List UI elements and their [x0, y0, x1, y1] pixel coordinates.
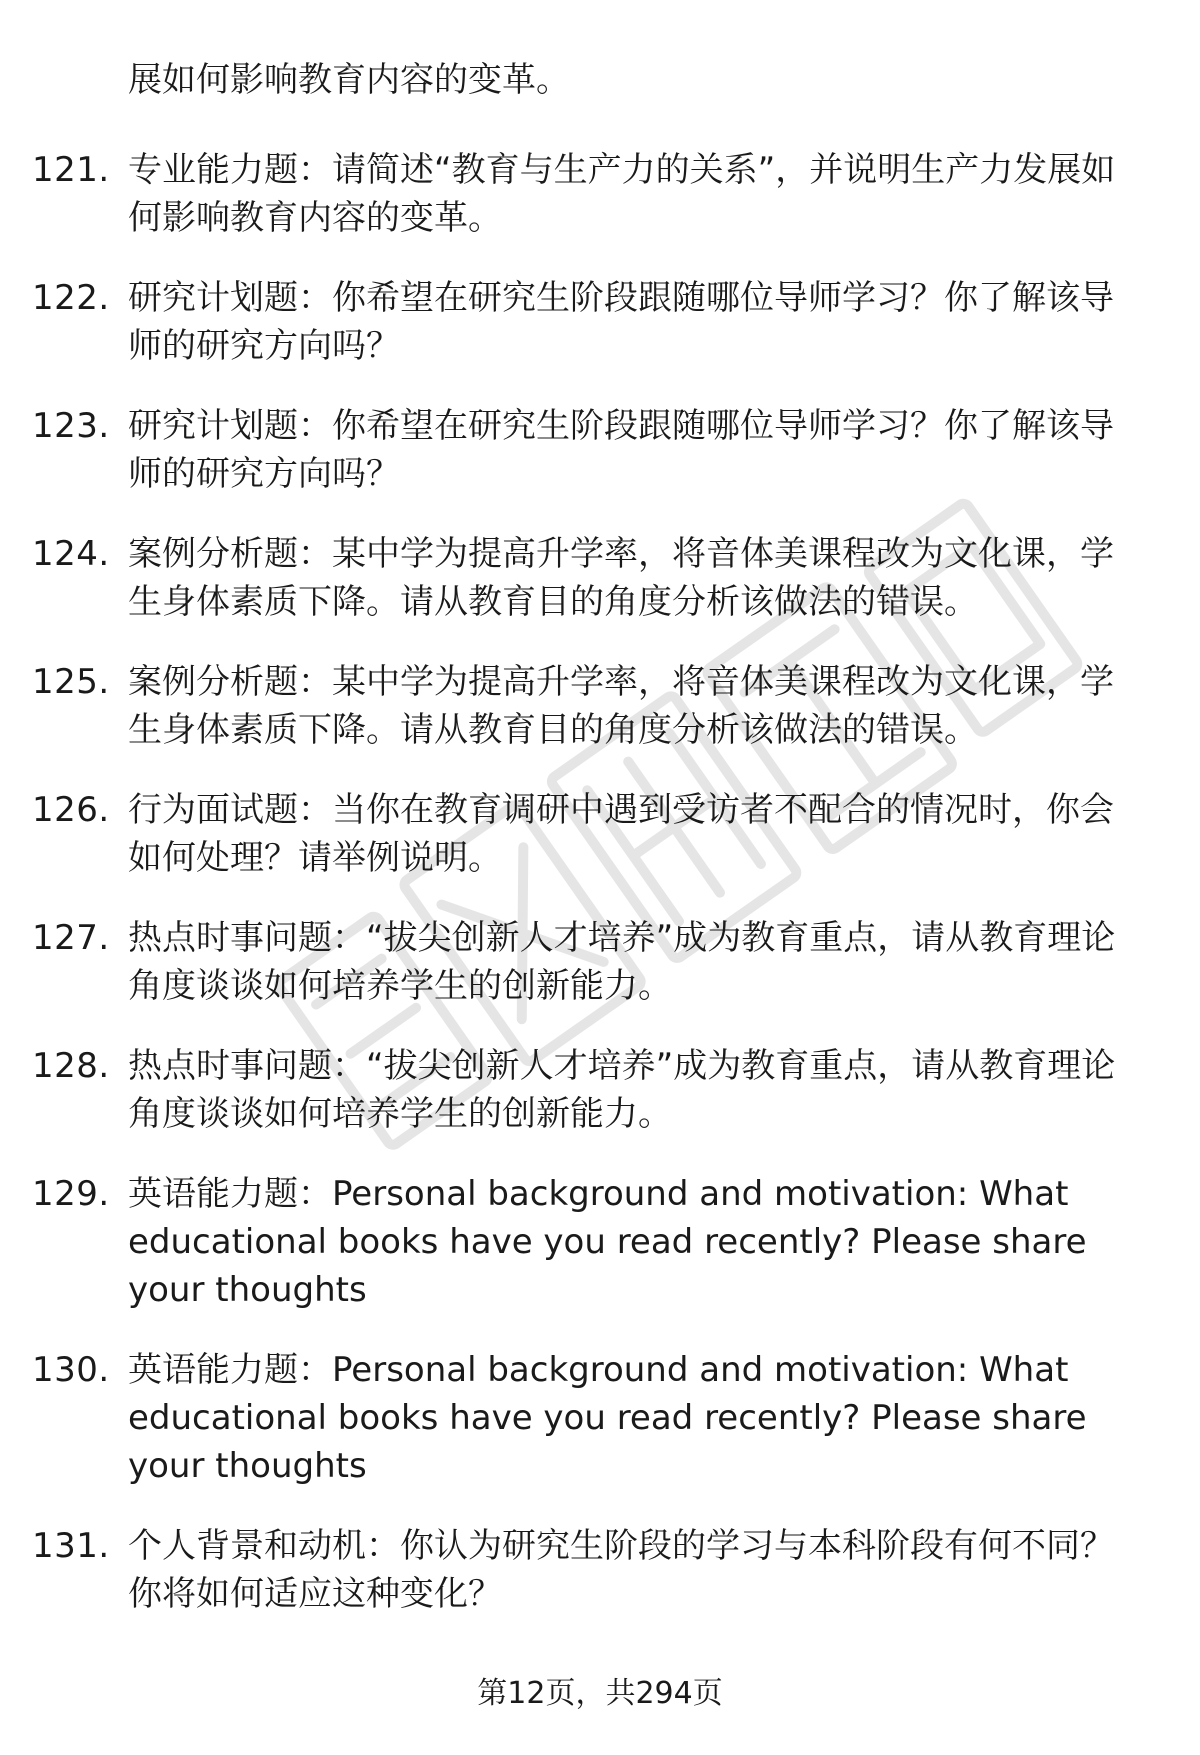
- question-category: 英语能力题: [128, 1174, 298, 1214]
- question-number: 128.: [32, 1046, 110, 1086]
- continuation-text: 展如何影响教育内容的变革。: [128, 60, 570, 100]
- question-body: 请简述“教育与生产力的关系”，并说明生产力发展如何影响教育内容的变革。: [128, 150, 1116, 238]
- question-category: 个人背景和动机: [128, 1526, 366, 1566]
- category-separator: ：: [298, 1174, 332, 1214]
- question-body: 你认为研究生阶段的学习与本科阶段有何不同？你将如何适应这种变化？: [128, 1526, 1114, 1614]
- question-body: Personal background and motivation: What educational books have you read recently? Please share your thoughts: [128, 1174, 1087, 1310]
- question-category: 英语能力题: [128, 1350, 298, 1390]
- question-text: [128, 658, 1138, 754]
- page-footer: 第12页，共294页: [477, 1676, 723, 1711]
- question-category: 研究计划题: [128, 278, 298, 318]
- question-number: 122.: [32, 278, 110, 318]
- question-category: 专业能力题: [128, 150, 298, 190]
- question-body: 你希望在研究生阶段跟随哪位导师学习？你了解该导师的研究方向吗？: [128, 406, 1114, 494]
- list-item: [0, 530, 1200, 626]
- category-separator: ：: [366, 1526, 400, 1566]
- question-body: 某中学为提高升学率，将音体美课程改为文化课，学生身体素质下降。请从教育目的角度分析该做法的错误。: [128, 534, 1114, 622]
- category-separator: ：: [298, 534, 332, 574]
- question-text: [128, 274, 1138, 370]
- question-number: 123.: [32, 406, 110, 446]
- category-separator: ：: [298, 406, 332, 446]
- question-number: 125.: [32, 662, 110, 702]
- category-separator: ：: [298, 790, 332, 830]
- list-item: [0, 1346, 1200, 1490]
- question-number: 129.: [32, 1174, 110, 1214]
- list-item: [0, 1042, 1200, 1138]
- list-item: [0, 914, 1200, 1010]
- question-number: 130.: [32, 1350, 110, 1390]
- list-item: [0, 786, 1200, 882]
- question-category: 热点时事问题: [128, 918, 332, 958]
- list-item: [0, 658, 1200, 754]
- question-text: [128, 402, 1138, 498]
- question-text: [128, 1346, 1138, 1490]
- category-separator: ：: [332, 1046, 366, 1086]
- question-category: 热点时事问题: [128, 1046, 332, 1086]
- question-number: 126.: [32, 790, 110, 830]
- list-item: [0, 1170, 1200, 1314]
- list-item: [0, 274, 1200, 370]
- list-item: [0, 1522, 1200, 1618]
- question-body: 当你在教育调研中遇到受访者不配合的情况时，你会如何处理？请举例说明。: [128, 790, 1114, 878]
- question-body: 你希望在研究生阶段跟随哪位导师学习？你了解该导师的研究方向吗？: [128, 278, 1114, 366]
- question-text: [128, 1522, 1138, 1618]
- category-separator: ：: [298, 662, 332, 702]
- question-category: 案例分析题: [128, 662, 298, 702]
- question-number: 131.: [32, 1526, 110, 1566]
- category-separator: ：: [332, 918, 366, 958]
- question-text: [128, 914, 1138, 1010]
- question-body: 某中学为提高升学率，将音体美课程改为文化课，学生身体素质下降。请从教育目的角度分析该做法的错误。: [128, 662, 1114, 750]
- question-category: 研究计划题: [128, 406, 298, 446]
- question-category: 案例分析题: [128, 534, 298, 574]
- question-text: [128, 530, 1138, 626]
- question-body: “拔尖创新人才培养”成为教育重点，请从教育理论角度谈谈如何培养学生的创新能力。: [128, 918, 1116, 1006]
- question-number: 127.: [32, 918, 110, 958]
- question-number: 124.: [32, 534, 110, 574]
- question-category: 行为面试题: [128, 790, 298, 830]
- question-text: [128, 786, 1138, 882]
- question-text: [128, 146, 1138, 242]
- list-item: [0, 146, 1200, 242]
- question-body: “拔尖创新人才培养”成为教育重点，请从教育理论角度谈谈如何培养学生的创新能力。: [128, 1046, 1116, 1134]
- question-text: [128, 1042, 1138, 1138]
- category-separator: ：: [298, 278, 332, 318]
- question-list: [0, 146, 1200, 1650]
- list-item: [0, 402, 1200, 498]
- question-number: 121.: [32, 150, 110, 190]
- category-separator: ：: [298, 1350, 332, 1390]
- category-separator: ：: [298, 150, 332, 190]
- question-body: Personal background and motivation: What educational books have you read recently? Please share your thoughts: [128, 1350, 1087, 1486]
- question-text: [128, 1170, 1138, 1314]
